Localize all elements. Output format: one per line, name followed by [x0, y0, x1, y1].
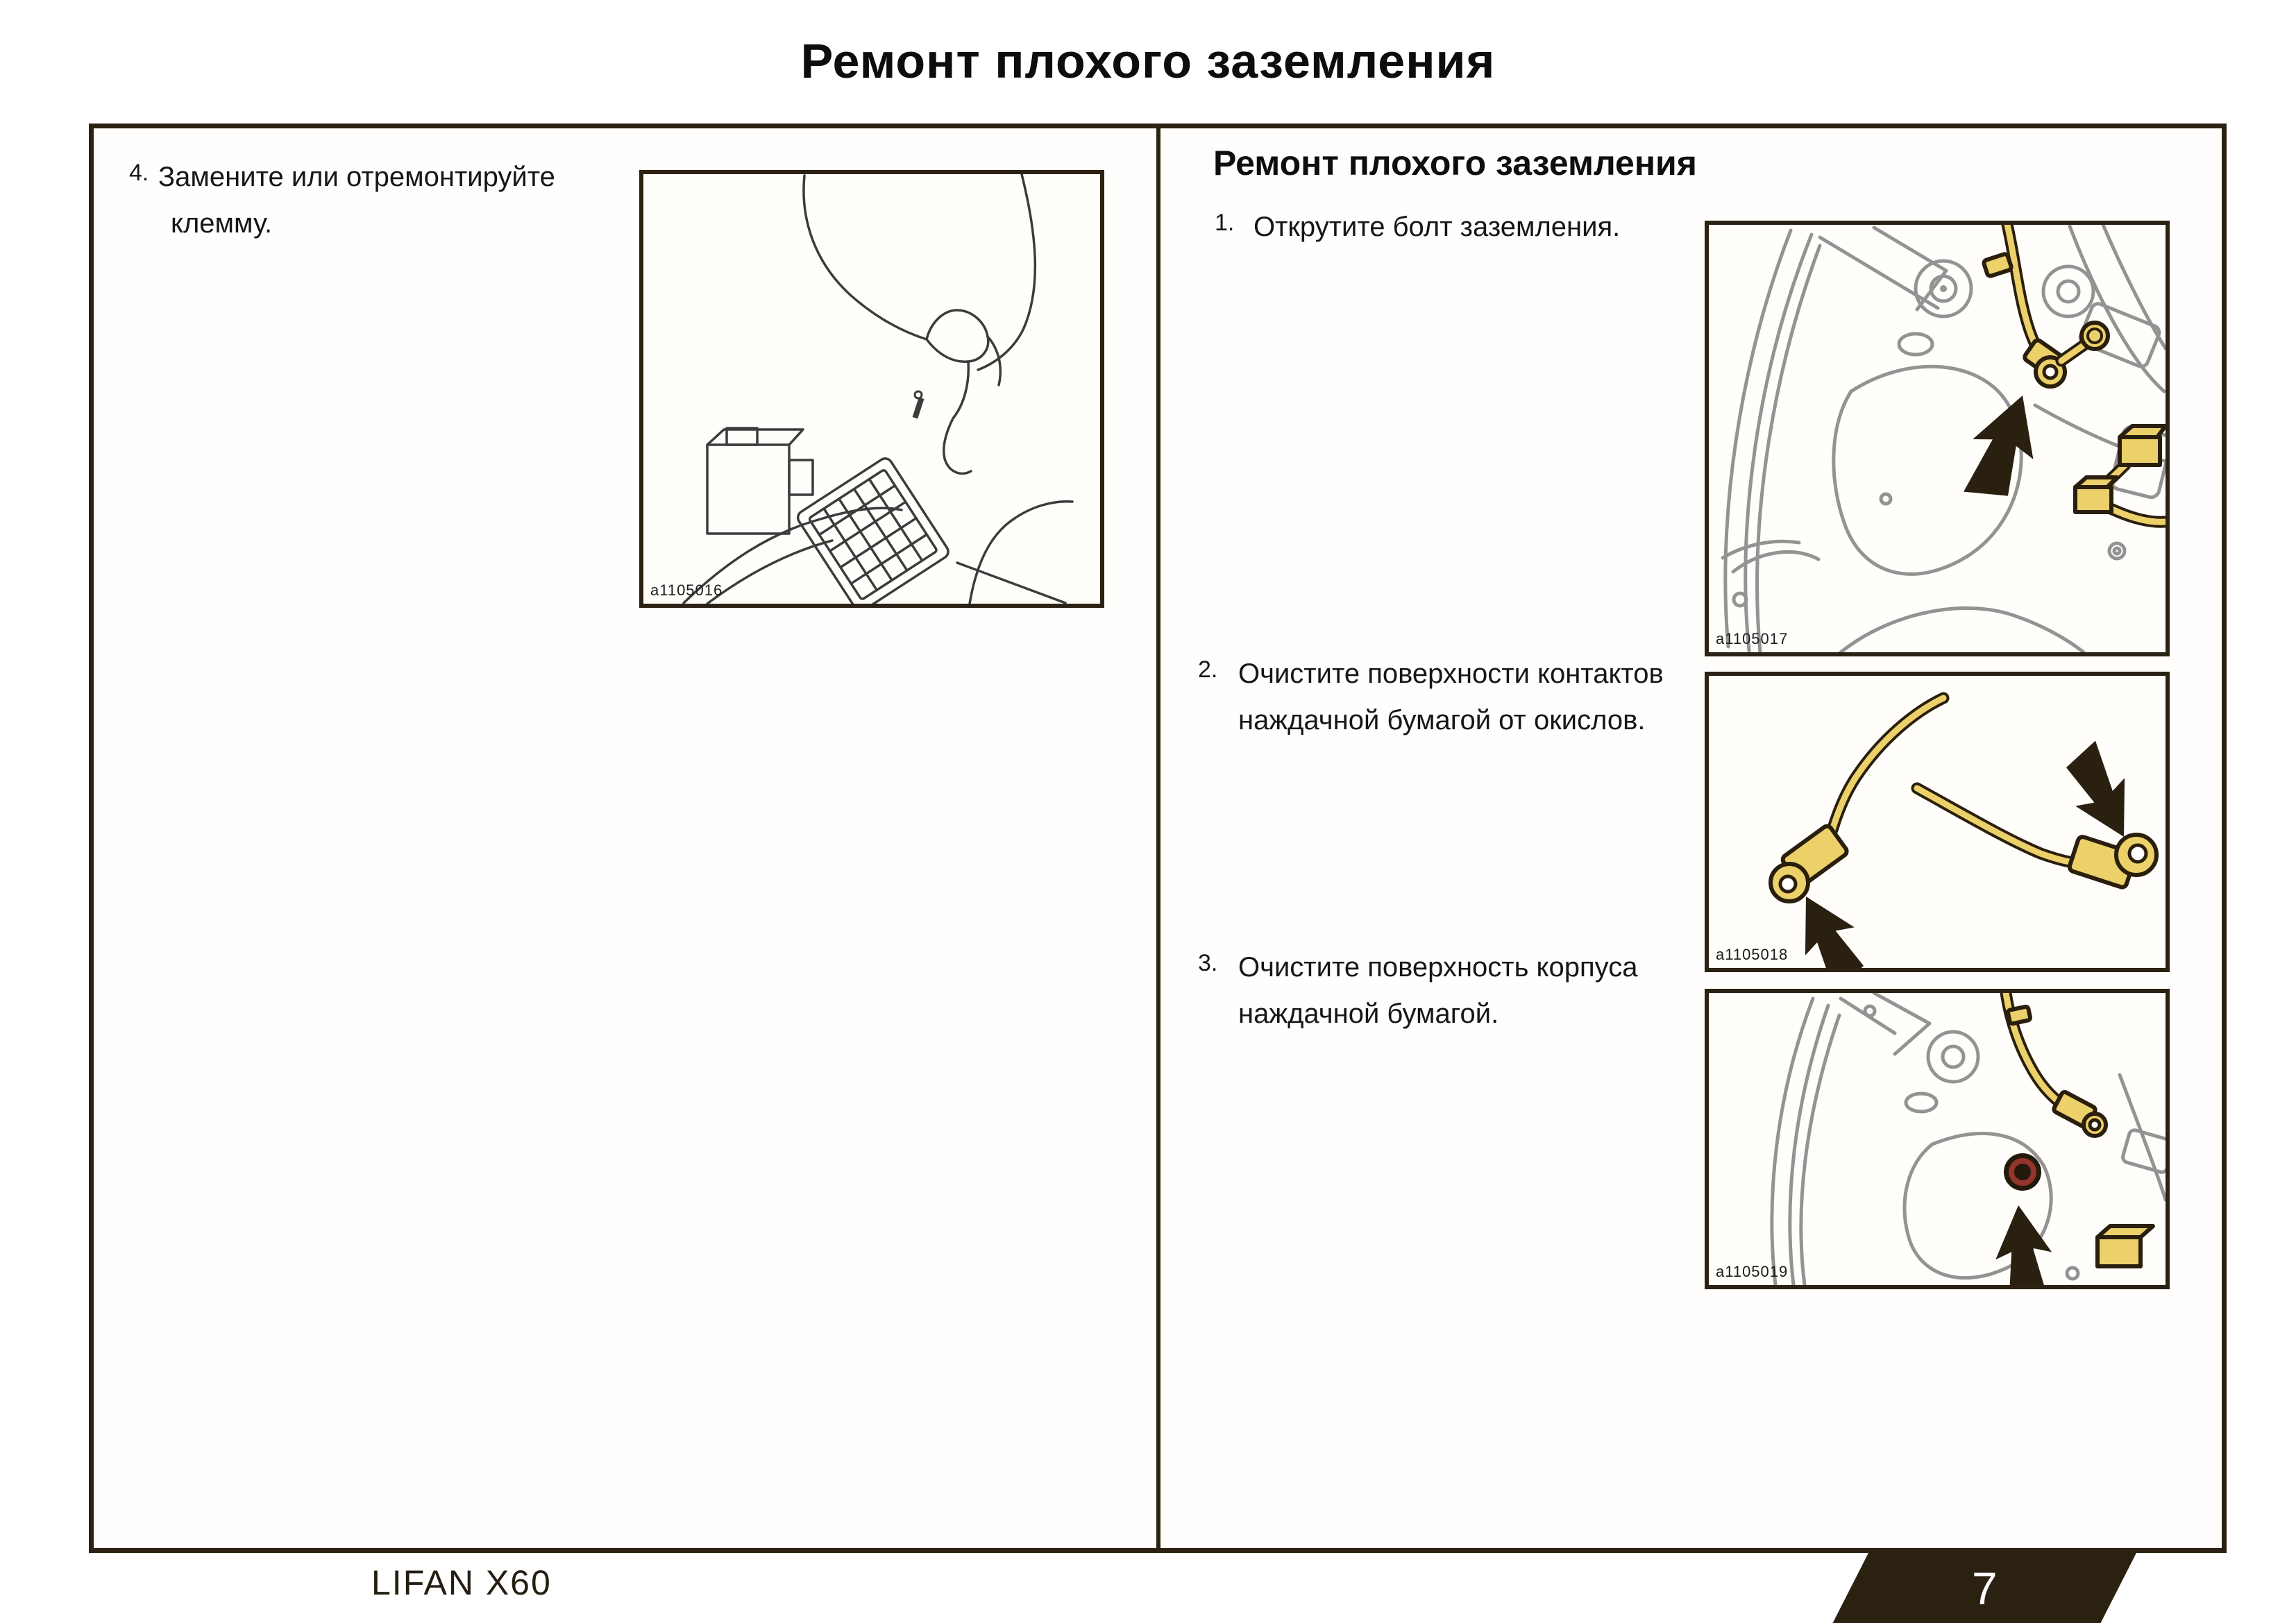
ground-bolt [2061, 323, 2108, 361]
hands-connector-illustration [643, 174, 1100, 604]
step3-line1: Очистите поверхность корпуса [1238, 952, 1638, 983]
step3-line2: наждачной бумагой. [1238, 999, 1499, 1029]
left-ground-cable [1771, 698, 1943, 901]
harness-connector [2097, 1226, 2153, 1266]
page-number: 7 [1971, 1562, 1998, 1614]
step4-line2: клемму. [171, 208, 273, 239]
ground-wire [1983, 225, 2066, 386]
ground-wire [2006, 993, 2106, 1136]
terminal-grid-plate [795, 456, 951, 604]
step2-line1: Очистите поверхности контактов [1238, 658, 1664, 689]
figure-body-surface [1705, 989, 2170, 1289]
figure-label: a1105016 [650, 581, 723, 599]
direction-arrow-icon [1955, 384, 2052, 510]
page-number-badge [1833, 1553, 2136, 1623]
step2-number: 2. [1198, 656, 1218, 683]
terminal-pin [913, 391, 925, 419]
step1-line1: Открутите болт заземления. [1253, 212, 1621, 242]
figure-ground-cables [1705, 672, 2170, 972]
step4-line1: Замените или отремонтируйте [158, 162, 555, 192]
step2-text [1238, 651, 1664, 744]
step4-number: 4. [129, 160, 149, 186]
section-heading: Ремонт плохого заземления [1213, 144, 1697, 182]
figure-ground-bolt [1705, 221, 2170, 656]
figure-label: a1105019 [1716, 1263, 1789, 1280]
ground-bolt-illustration [1709, 225, 2166, 652]
harness-connectors [2075, 426, 2166, 522]
step4-text [158, 154, 555, 247]
step3-number: 3. [1198, 950, 1218, 976]
ground-contact-spot [2004, 1153, 2041, 1191]
step2-line2: наждачной бумагой от окислов. [1238, 705, 1646, 736]
step1-number: 1. [1215, 210, 1235, 236]
page-title: Ремонт плохого заземления [800, 34, 1496, 88]
step1-text [1253, 204, 1620, 250]
direction-arrow-icon [1990, 1203, 2057, 1285]
figure-label: a1105017 [1716, 630, 1789, 647]
figure-label: a1105018 [1716, 946, 1789, 963]
figure-terminal-repair [639, 170, 1104, 608]
column-divider [1156, 124, 1160, 1553]
step3-text [1238, 944, 1637, 1037]
body-surface-illustration [1709, 993, 2166, 1285]
ground-cables-illustration [1709, 676, 2166, 968]
footer-brand: LIFAN X60 [371, 1563, 552, 1602]
